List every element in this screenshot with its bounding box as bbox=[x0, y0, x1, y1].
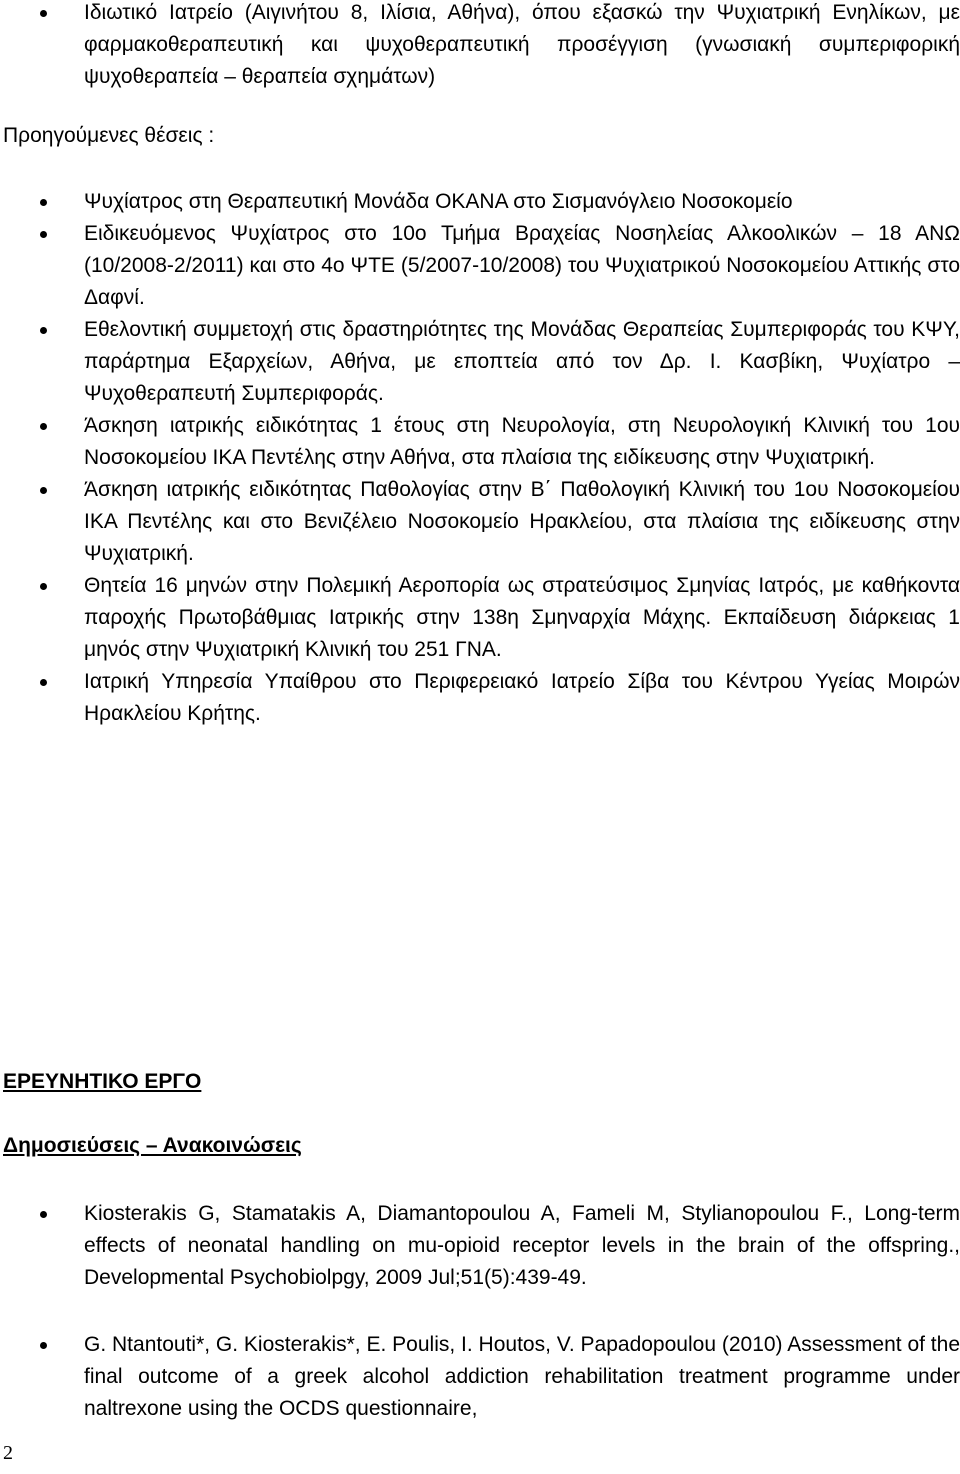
list-item-text: G. Ntantouti*, G. Kiosterakis*, E. Poulis, I. Houtos, V. Papadopoulou (2010) Assessment of the final outcome of a greek alcohol addiction rehabilitation treatment programme under naltrexone using the OCDS questionnaire, bbox=[84, 1333, 960, 1420]
bullet-icon bbox=[40, 199, 47, 206]
list-item-text: Άσκηση ιατρικής ειδικότητας 1 έτους στη Νευρολογία, στη Νευρολογική Κλινική του 1ου Νοσοκομείου ΙΚΑ Πεντέλης στην Αθήνα, στα πλαίσια της ειδίκευσης στην Ψυχιατρική. bbox=[84, 414, 960, 469]
list-item bbox=[0, 666, 960, 730]
list-item-text: Εθελοντική συμμετοχή στις δραστηριότητες της Μονάδας Θεραπείας Συμπεριφοράς του ΚΨΥ, παράρτημα Εξαρχείων, Αθήνα, με εποπτεία από τον Δρ. Ι. Κασβίκη, Ψυχίατρο – Ψυχοθεραπευτή Συμπεριφοράς. bbox=[84, 318, 960, 405]
bullet-icon bbox=[40, 231, 47, 238]
list-item bbox=[0, 1198, 960, 1294]
research-heading: ΕΡΕΥΝΗΤΙΚΟ ΕΡΓΟ bbox=[3, 1070, 202, 1093]
list-item-text: Kiosterakis G, Stamatakis A, Diamantopoulou A, Fameli M, Stylianopoulou F., Long-term effects of neonatal handling on mu-opioid receptor levels in the brain of the offspring., Developmental Psychobiolpgy, 2009 Jul;51(5):439-49. bbox=[84, 1202, 960, 1289]
list-item-text: Άσκηση ιατρικής ειδικότητας Παθολογίας στην Β΄ Παθολογική Κλινική του 1ου Νοσοκομείου ΙΚΑ Πεντέλης και στο Βενιζέλειο Νοσοκομείο Ηρακλείου, στα πλαίσια της ειδίκευσης στην Ψυχιατρική. bbox=[84, 478, 960, 565]
bullet-icon bbox=[40, 487, 47, 494]
current-positions-list bbox=[0, 0, 960, 93]
previous-positions-heading: Προηγούμενες θέσεις : bbox=[3, 124, 215, 147]
list-item bbox=[0, 314, 960, 410]
bullet-icon bbox=[40, 327, 47, 334]
page-number: 2 bbox=[3, 1442, 13, 1464]
list-item bbox=[0, 1329, 960, 1425]
list-item bbox=[0, 474, 960, 570]
previous-positions-list bbox=[0, 186, 960, 730]
list-item-text: Ειδικευόμενος Ψυχίατρος στο 10ο Τμήμα Βραχείας Νοσηλείας Αλκοολικών – 18 ΑΝΩ (10/2008-2/2011) και στο 4ο ΨΤΕ (5/2007-10/2008) του Ψυχιατρικού Νοσοκομείου Αττικής στο Δαφνί. bbox=[84, 222, 960, 309]
list-item-text: Ψυχίατρος στη Θεραπευτική Μονάδα ΟΚΑΝΑ στο Σισμανόγλειο Νοσοκομείο bbox=[84, 190, 793, 213]
list-item bbox=[0, 218, 960, 314]
bullet-icon bbox=[40, 583, 47, 590]
list-item-text: Ιατρική Υπηρεσία Υπαίθρου στο Περιφερειακό Ιατρείο Σίβα του Κέντρου Υγείας Μοιρών Ηρακλείου Κρήτης. bbox=[84, 670, 960, 725]
bullet-icon bbox=[40, 1342, 47, 1349]
publications-heading: Δημοσιεύσεις – Ανακοινώσεις bbox=[3, 1134, 302, 1157]
publications-list bbox=[0, 1198, 960, 1425]
list-item bbox=[0, 0, 960, 93]
bullet-icon bbox=[40, 1211, 47, 1218]
list-item-text: Θητεία 16 μηνών στην Πολεμική Αεροπορία ως στρατεύσιμος Σμηνίας Ιατρός, με καθήκοντα παροχής Πρωτοβάθμιας Ιατρικής στην 138η Σμηναρχία Μάχης. Εκπαίδευση διάρκειας 1 μηνός στην Ψυχιατρική Κλινική του 251 ΓΝΑ. bbox=[84, 574, 960, 661]
list-item bbox=[0, 570, 960, 666]
bullet-icon bbox=[40, 10, 47, 17]
list-item bbox=[0, 186, 960, 218]
bullet-icon bbox=[40, 423, 47, 430]
list-item bbox=[0, 410, 960, 474]
bullet-icon bbox=[40, 679, 47, 686]
list-item-text: Ιδιωτικό Ιατρείο (Αιγινήτου 8, Ιλίσια, Αθήνα), όπου εξασκώ την Ψυχιατρική Ενηλίκων, με φαρμακοθεραπευτική και ψυχοθεραπευτική προσέγγιση (γνωσιακή συμπεριφορική ψυχοθεραπεία – θεραπεία σχημάτων) bbox=[84, 1, 960, 88]
